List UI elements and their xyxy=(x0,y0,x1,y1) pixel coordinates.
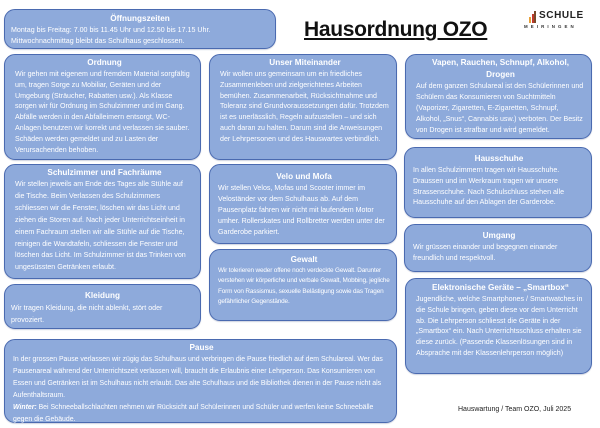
section-body: Wir tolerieren weder offene noch verdeckte Gewalt. Darunter verstehen wir körperliche und verbale Gewalt, Mobbing, jegliche Form von Rassismus, sexuelle Belästigung sowie das Tragen gefährlicher Gegenstände. xyxy=(218,267,390,306)
section-title: Öffnungszeiten xyxy=(110,14,170,23)
section-body: Wir stellen jeweils am Ende des Tages alle Stühle auf die Tische. Beim Verlassen des Schulzimmers schliessen wir die Fenster, löschen wir das Licht und ziehen die Storen auf. Nach jeder Unterrichtseinheit in einem Fachraum stellen wir alle Stühle auf die Tische, reinigen die Wandtafeln, schliessen die Fenster und löschen das Licht. Im Schulzimmer ist das Trinken von ungesüssten Getränken erlaubt. xyxy=(15,180,186,272)
section-body: Wir grüssen einander und begegnen einander freundlich und respektvoll. xyxy=(413,243,558,262)
section-title: Gewalt xyxy=(290,255,318,264)
section-vapen xyxy=(405,54,592,139)
section-schulzimmer xyxy=(4,164,201,279)
section-title: Pause xyxy=(189,343,214,352)
section-body xyxy=(13,354,390,426)
section-kleidung xyxy=(4,284,201,329)
section-title: Kleidung xyxy=(84,291,121,300)
logo-subtitle: MEIRINGEN xyxy=(524,24,577,29)
school-logo xyxy=(523,9,591,33)
section-title: Vapen, Rauchen, Schnupf, Alkohol, Drogen xyxy=(431,58,570,79)
page-title: Hausordnung OZO xyxy=(304,18,488,41)
section-umgang xyxy=(404,224,592,272)
section-body: Wir stellen Velos, Mofas und Scooter immer im Veloständer vor dem Schulhaus ab. Auf dem Pausenplatz fahren wir nicht mit laufendem Motor umher. Rollerskates und Rollbretter werden unter der Garderobe parkiert. xyxy=(218,184,385,236)
section-oeffnungszeiten xyxy=(4,9,276,49)
section-title: Unser Miteinander xyxy=(269,58,341,67)
section-miteinander xyxy=(209,54,397,160)
logo-bars-icon xyxy=(529,11,537,23)
winter-label: Winter: xyxy=(13,404,37,411)
section-body: Wir gehen mit eigenem und fremdem Material sorgfältig um, tragen Sorge zu Mobiliar, Geräten und der Umgebung (Sträucher, Rabatten usw.). Als Klasse sorgen wir für Ordnung im Schulzimmer und im Gang. Abfälle werden in den Abfalleimern entsorgt, WC-Anlagen benutzen wir korrekt und verlassen sie sauber. Schäden werden gemeldet und zu Lasten der Verursachenden behoben. xyxy=(15,70,190,154)
footer-credit: Hauswartung / Team OZO, Juli 2025 xyxy=(458,406,572,413)
section-title: Ordnung xyxy=(87,58,122,67)
section-title: Umgang xyxy=(482,231,516,240)
section-title: Schulzimmer und Fachräume xyxy=(47,168,162,177)
section-body: Jugendliche, welche Smartphones / Smartwatches in die Schule bringen, geben diese vor dem Unterricht ab. Die Lehrperson schliesst die Geräte in der „Smartbox“ ein. Nach Unterrichtsschluss erhalten sie diese zurück. (Passende Klassenlösungen sind in Absprache mit der Klassenlehrperson möglich) xyxy=(416,295,583,357)
section-body: In allen Schulzimmern tragen wir Hausschuhe. Draussen und im Werkraum tragen wir unsere Strassenschuhe. Nach Schulschluss stehen alle Hausschuhe auf den Ablagen der Garderobe. xyxy=(413,166,565,207)
logo-word: SCHULE xyxy=(539,10,584,21)
section-title: Elektronische Geräte – „Smartbox“ xyxy=(432,283,569,292)
section-body: Auf dem ganzen Schulareal ist den Schülerinnen und Schülern das Konsumieren von Suchtmitteln (Vaporizer, Zigaretten, E-Zigaretten, Schnupf, Alkohol, „Snus“, Cannabis usw.) verboten. Der Besitz von Drogen ist strafbar und wird gemeldet. xyxy=(416,82,584,134)
section-ordnung xyxy=(4,54,201,160)
section-body: Wir tragen Kleidung, die nicht ablenkt, stört oder provoziert. xyxy=(11,304,163,325)
section-body: Montag bis Freitag: 7.00 bis 11.45 Uhr und 12.50 bis 17.15 Uhr. Mittwochnachmittag bleibt das Schulhaus geschlossen. xyxy=(11,26,211,45)
winter-text: Bei Schneeballschlachten nehmen wir Rücksicht auf Schülerinnen und Schüler und werfen keine Schneebälle gegen die Gebäude. xyxy=(13,404,374,423)
section-body: Wir wollen uns gemeinsam um ein friedliches Zusammenleben und zielgerichtetes Arbeiten bemühen. Zusammenarbeit, Rücksichtnahme und Toleranz sind Grundvoraussetzungen dafür. Trotzdem ist es unerlässlich, Regeln aufzustellen – und sich auch daran zu halten. Darum sind die Anweisungen der Lehrpersonen und des Hauswartes verbindlich. xyxy=(220,70,389,143)
section-gewalt xyxy=(209,249,397,321)
section-smartbox xyxy=(405,278,592,374)
pause-text: In der grossen Pause verlassen wir zügig das Schulhaus und verbringen die Pause friedlich auf dem Schulareal. Wer das Pausenareal während der Unterrichtszeit verlassen will, braucht die Erlaubnis einer Lehrperson. Das Konsumieren von Essen und Getränken ist im Schulhaus nicht erlaubt. Das alte Schulhaus und die Bibliothek dienen in der Pause nicht als Aufenthaltsraum. xyxy=(13,356,383,399)
section-pause xyxy=(4,339,397,423)
section-velo xyxy=(209,164,397,244)
section-title: Hausschuhe xyxy=(474,154,524,163)
section-hausschuhe xyxy=(404,147,592,218)
section-title: Velo und Mofa xyxy=(276,172,332,181)
